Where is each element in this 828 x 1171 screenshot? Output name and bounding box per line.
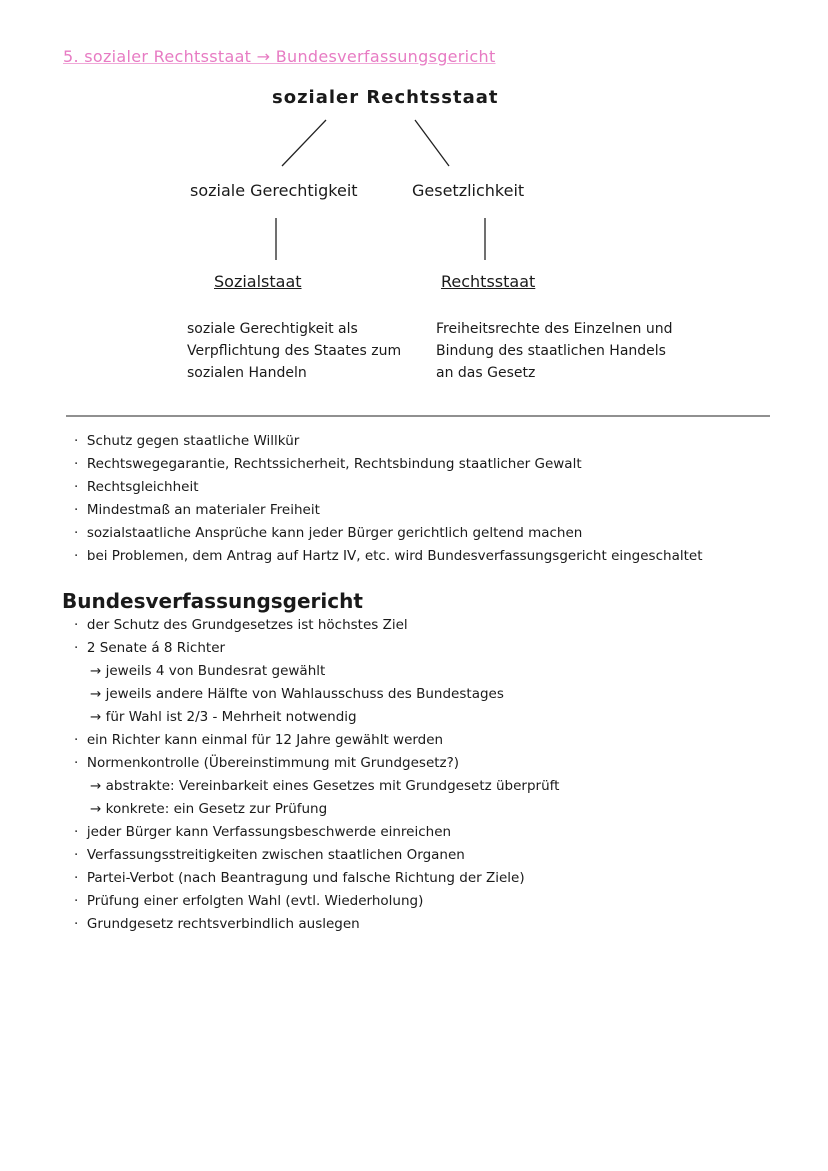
list-item: · Grundgesetz rechtsverbindlich auslegen [74,916,360,932]
branch-left: soziale Gerechtigkeit [190,181,358,200]
page-title: 5. sozialer Rechtsstaat → Bundesverfassungsgericht [63,47,496,66]
list-item: → konkrete: ein Gesetz zur Prüfung [90,801,328,817]
list-item: · Normenkontrolle (Übereinstimmung mit Grundgesetz?) [74,755,460,771]
bvg-heading: Bundesverfassungsgericht [62,589,363,613]
list-item: · Schutz gegen staatliche Willkür [74,433,300,449]
connector-right [415,120,449,166]
list-item: → für Wahl ist 2/3 - Mehrheit notwendig [90,709,357,725]
list-item: · jeder Bürger kann Verfassungsbeschwerde einreichen [74,824,452,840]
list-item: → jeweils andere Hälfte von Wahlausschuss des Bundestages [90,686,504,702]
description-right: Freiheitsrechte des Einzelnen und Bindung des staatlichen Handels an das Gesetz [436,321,673,381]
branch-right: Gesetzlichkeit [412,181,525,200]
list-item: → abstrakte: Vereinbarkeit eines Gesetzes mit Grundgesetz überprüft [90,778,560,794]
list-item: · der Schutz des Grundgesetzes ist höchstes Ziel [74,617,408,633]
description-left: soziale Gerechtigkeit als Verpflichtung des Staates zum sozialen Handeln [187,321,402,381]
list-item: · 2 Senate á 8 Richter [74,640,226,656]
list-item: · Partei-Verbot (nach Beantragung und falsche Richtung der Ziele) [74,870,525,886]
list-item: · sozialstaatliche Ansprüche kann jeder Bürger gerichtlich geltend machen [74,525,583,541]
rechtsstaat-list [74,430,703,568]
list-item: · Verfassungsstreitigkeiten zwischen staatlichen Organen [74,847,465,863]
list-item: · ein Richter kann einmal für 12 Jahre gewählt werden [74,732,444,748]
bvg-list [74,614,559,936]
state-right: Rechtsstaat [441,272,536,291]
list-item: · Mindestmaß an materialer Freiheit [74,502,320,518]
list-item: · Prüfung einer erfolgten Wahl (evtl. Wiederholung) [74,893,424,909]
connector-left [282,120,326,166]
state-left: Sozialstaat [214,272,302,291]
concept-root: sozialer Rechtsstaat [272,87,499,108]
list-item: · Rechtsgleichheit [74,479,199,495]
list-item: · bei Problemen, dem Antrag auf Hartz IV, etc. wird Bundesverfassungsgericht eingeschaltet [74,548,703,564]
list-item: · Rechtswegegarantie, Rechtssicherheit, Rechtsbindung staatlicher Gewalt [74,456,582,472]
list-item: → jeweils 4 von Bundesrat gewählt [90,663,326,679]
